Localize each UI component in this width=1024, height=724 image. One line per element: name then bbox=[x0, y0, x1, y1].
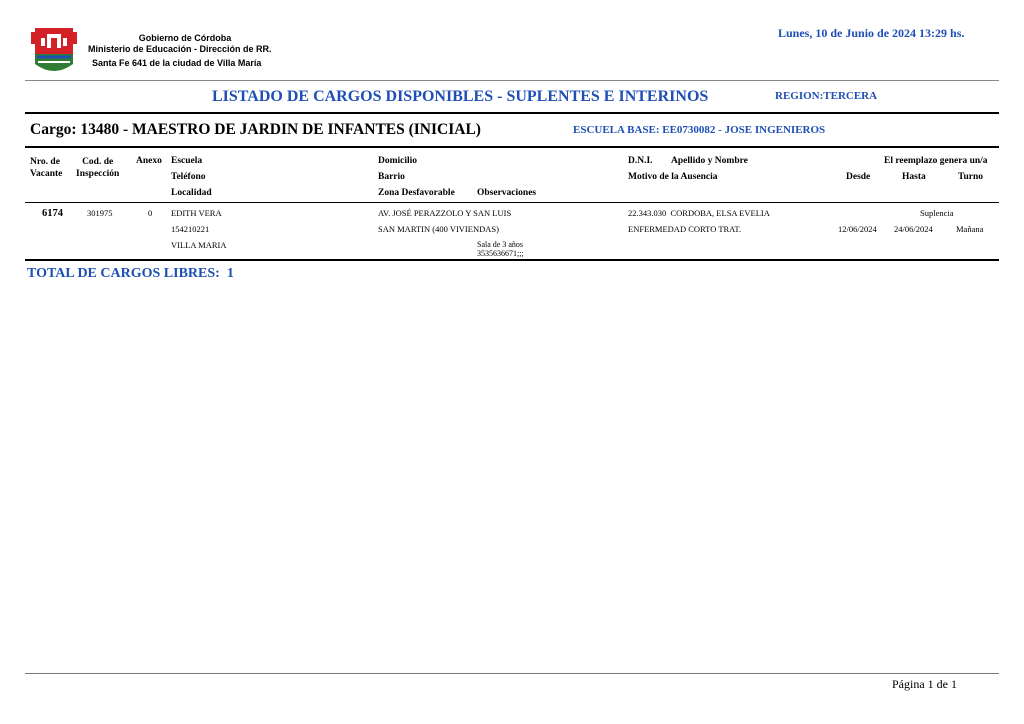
row-turno: Mañana bbox=[956, 224, 984, 234]
escuela-base: ESCUELA BASE: EE0730082 - JOSE INGENIEROS bbox=[573, 124, 826, 136]
top-divider bbox=[25, 80, 999, 81]
col-reemplazo: El reemplazo genera un/a bbox=[884, 156, 988, 166]
row-divider bbox=[25, 259, 999, 261]
cargo-divider bbox=[25, 146, 999, 148]
col-zona: Zona Desfavorable bbox=[378, 188, 455, 198]
page-number: Página 1 de 1 bbox=[892, 677, 957, 691]
row-domicilio: AV. JOSÉ PERAZZOLO Y SAN LUIS bbox=[378, 208, 512, 218]
col-apellido: Apellido y Nombre bbox=[671, 156, 748, 166]
row-observaciones-2: 3535636671;;; bbox=[477, 249, 524, 258]
footer-divider bbox=[25, 673, 999, 674]
col-observaciones: Observaciones bbox=[477, 188, 537, 198]
row-telefono: 154210221 bbox=[171, 224, 210, 234]
row-observaciones-1: Sala de 3 años bbox=[477, 240, 523, 249]
row-anexo: 0 bbox=[148, 208, 153, 218]
col-desde: Desde bbox=[846, 172, 871, 182]
col-barrio: Barrio bbox=[378, 172, 405, 182]
col-localidad: Localidad bbox=[171, 188, 212, 198]
cargo-title: Cargo: 13480 - MAESTRO DE JARDIN DE INFANTES (INICIAL) bbox=[30, 121, 481, 138]
col-cod-inspeccion bbox=[76, 156, 119, 180]
col-dni: D.N.I. bbox=[628, 156, 653, 166]
col-anexo: Anexo bbox=[136, 156, 162, 166]
col-motivo: Motivo de la Ausencia bbox=[628, 172, 718, 182]
government-name: Gobierno de Córdoba bbox=[138, 33, 232, 43]
report-title: LISTADO DE CARGOS DISPONIBLES - SUPLENTES E INTERINOS bbox=[212, 88, 709, 105]
col-cod-line1: Cod. de bbox=[82, 157, 114, 167]
col-escuela: Escuela bbox=[171, 156, 203, 166]
col-nro-vacante bbox=[30, 156, 62, 180]
ministry-name: Ministerio de Educación - Dirección de RR. bbox=[88, 44, 272, 54]
row-hasta: 24/06/2024 bbox=[894, 224, 933, 234]
row-motivo: ENFERMEDAD CORTO TRAT. bbox=[628, 224, 742, 234]
row-localidad: VILLA MARIA bbox=[171, 240, 227, 250]
col-cod-line2: Inspección bbox=[76, 169, 120, 179]
region-label: REGION:TERCERA bbox=[775, 90, 878, 102]
col-nro-line2: Vacante bbox=[30, 169, 63, 179]
report-datetime: Lunes, 10 de Junio de 2024 13:29 hs. bbox=[778, 26, 965, 40]
col-nro-line1: Nro. de bbox=[30, 157, 60, 167]
row-desde: 12/06/2024 bbox=[838, 224, 877, 234]
total-cargos-libres: TOTAL DE CARGOS LIBRES: 1 bbox=[27, 266, 234, 281]
row-escuela: EDITH VERA bbox=[171, 208, 222, 218]
cordoba-coat-of-arms-logo bbox=[27, 24, 81, 78]
col-telefono: Teléfono bbox=[171, 172, 206, 182]
header-divider bbox=[25, 202, 999, 203]
row-dni-nombre: 22.343.030 CORDOBA, ELSA EVELIA bbox=[628, 208, 770, 218]
ministry-address: Santa Fe 641 de la ciudad de Villa María bbox=[92, 58, 262, 68]
title-divider bbox=[25, 112, 999, 114]
col-domicilio: Domicilio bbox=[378, 156, 418, 166]
row-cod-inspeccion: 301975 bbox=[87, 208, 113, 218]
row-tipo-reemplazo: Suplencia bbox=[920, 208, 954, 218]
col-hasta: Hasta bbox=[902, 172, 926, 182]
row-barrio: SAN MARTIN (400 VIVIENDAS) bbox=[378, 224, 499, 234]
row-nro-vacante: 6174 bbox=[42, 208, 63, 219]
col-turno: Turno bbox=[958, 172, 983, 182]
